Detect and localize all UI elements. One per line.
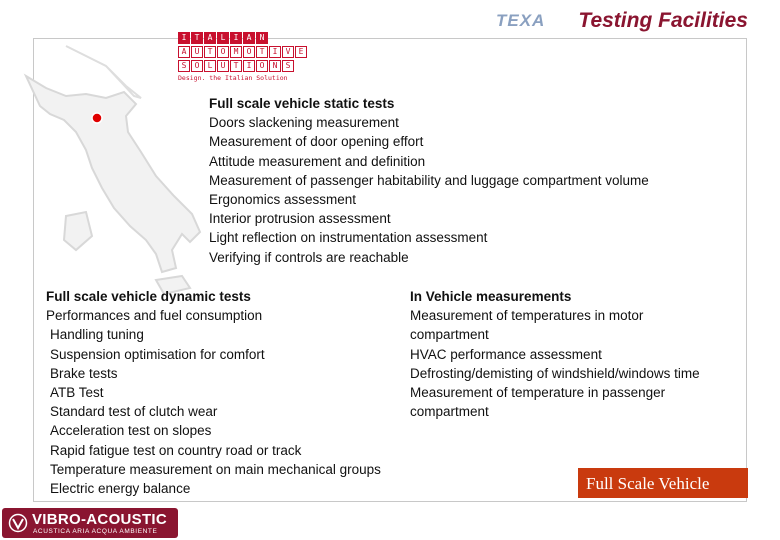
logo-letter: S [178, 60, 190, 72]
static-test-item: Light reflection on instrumentation assessment [209, 230, 488, 246]
in-vehicle-item: Measurement of temperatures in motor compartment [410, 308, 644, 343]
logo-tagline: Design. the Italian Solution [178, 74, 288, 82]
static-test-item: Attitude measurement and definition [209, 153, 426, 169]
in-vehicle-section [410, 287, 720, 421]
logo-letter: O [191, 60, 203, 72]
dynamic-tests-heading: Full scale vehicle dynamic tests [46, 289, 251, 304]
logo-letter: N [256, 32, 268, 44]
logo-letter: A [204, 32, 216, 44]
static-test-item: Verifying if controls are reachable [209, 249, 409, 265]
logo-letter: U [217, 60, 229, 72]
static-test-item: Measurement of door opening effort [209, 134, 424, 150]
in-vehicle-heading: In Vehicle measurements [410, 289, 572, 304]
dynamic-test-item: ATB Test [50, 385, 104, 401]
logo-letter: T [204, 46, 216, 58]
logo-letter: M [230, 46, 242, 58]
dynamic-test-item: Performances and fuel consumption [46, 308, 263, 324]
dynamic-test-item: Standard test of clutch wear [50, 404, 218, 420]
logo-letter: L [204, 60, 216, 72]
vibro-acoustic-mark-icon [8, 513, 28, 533]
logo-letter: S [282, 60, 294, 72]
logo-row-italian [178, 32, 318, 44]
static-tests-heading: Full scale vehicle static tests [209, 96, 395, 111]
static-test-item: Interior protrusion assessment [209, 211, 391, 227]
static-tests-section [209, 94, 649, 267]
dynamic-test-item: Acceleration test on slopes [50, 423, 212, 439]
logo-letter: N [269, 60, 281, 72]
texa-logo [496, 11, 545, 31]
italy-map [6, 36, 206, 296]
logo-letter: T [191, 32, 203, 44]
logo-letter: I [178, 32, 190, 44]
logo-letter: T [256, 46, 268, 58]
logo-letter: A [178, 46, 190, 58]
logo-letter: O [243, 46, 255, 58]
page-title: Testing Facilities [578, 9, 748, 32]
vibro-acoustic-logo [2, 508, 178, 538]
logo-letter: I [230, 32, 242, 44]
vibro-acoustic-subtitle: ACUSTICA ARIA ACQUA AMBIENTE [33, 528, 158, 535]
in-vehicle-item: Measurement of temperature in passenger compartment [410, 385, 666, 420]
full-scale-vehicle-badge: Full Scale Vehicle [578, 468, 748, 498]
logo-letter: U [191, 46, 203, 58]
italian-automotive-solutions-logo [178, 32, 318, 84]
dynamic-test-item: Rapid fatigue test on country road or track [50, 442, 302, 458]
static-test-item: Doors slackening measurement [209, 115, 399, 131]
static-test-item: Measurement of passenger habitability and luggage compartment volume [209, 172, 649, 188]
dynamic-test-item: Electric energy balance [50, 481, 191, 497]
in-vehicle-item: HVAC performance assessment [410, 346, 602, 362]
location-marker-icon [92, 113, 102, 123]
in-vehicle-item: Defrosting/demisting of windshield/windows time [410, 365, 700, 381]
logo-letter: T [230, 60, 242, 72]
static-test-item: Ergonomics assessment [209, 192, 357, 208]
logo-letter: O [256, 60, 268, 72]
logo-letter: I [243, 60, 255, 72]
dynamic-tests-section [46, 287, 381, 498]
logo-letter: E [295, 46, 307, 58]
dynamic-test-item: Brake tests [50, 365, 118, 381]
logo-letter: A [243, 32, 255, 44]
vibro-acoustic-name: VIBRO-ACOUSTIC [32, 511, 168, 528]
logo-row-automotive [178, 46, 318, 58]
logo-row-solutions [178, 60, 318, 72]
logo-letter: L [217, 32, 229, 44]
logo-letter: V [282, 46, 294, 58]
logo-letter: O [217, 46, 229, 58]
texa-logo-text: TEXA [496, 11, 546, 30]
dynamic-test-item: Temperature measurement on main mechanical groups [50, 461, 381, 477]
logo-letter: I [269, 46, 281, 58]
dynamic-test-item: Suspension optimisation for comfort [50, 346, 265, 362]
dynamic-test-item: Handling tuning [50, 327, 144, 343]
